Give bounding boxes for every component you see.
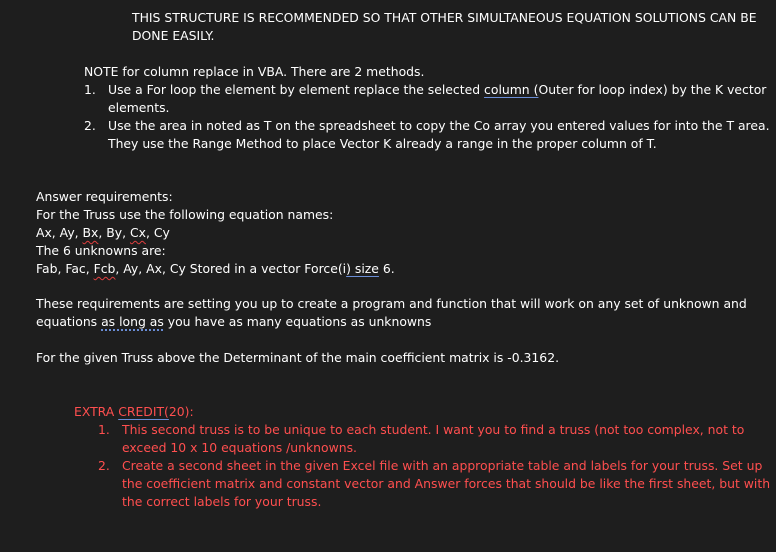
extra-credit-link: CREDIT( bbox=[118, 404, 169, 419]
requirements-line-1: These requirements are setting you up to create a program and function that will work on any set of unknown and bbox=[36, 296, 747, 311]
note-item-1-text bbox=[108, 81, 766, 117]
note-item-2-text bbox=[108, 117, 770, 153]
unknowns-post: 6. bbox=[378, 261, 395, 276]
extra-credit-title-post: 20): bbox=[168, 404, 194, 419]
note-item-2-line-1: Use the area in noted as T on the spreadsheet to copy the Co array you entered values for into the T area. bbox=[108, 118, 770, 133]
note-item-1 bbox=[84, 81, 767, 117]
note-item-1-line-1 bbox=[108, 81, 766, 99]
note-item-1-line-1-post: Outer for loop index) by the K vector bbox=[538, 82, 767, 97]
note-item-1-line-1-pre: Use a For loop the element by element replace the selected bbox=[108, 82, 485, 97]
extra-credit-section bbox=[74, 403, 771, 511]
note-item-2-line-2: They use the Range Method to place Vector K already a range in the proper column of T. bbox=[108, 136, 657, 151]
answer-section bbox=[36, 188, 766, 278]
equation-names bbox=[36, 224, 766, 242]
unknowns-pre: Fab, Fac, bbox=[36, 261, 94, 276]
header bbox=[132, 9, 757, 45]
requirements-line-2-post: you have as many equations as unknowns bbox=[163, 314, 432, 329]
extra-item-1-line-2: exceed 10 x 10 equations /unknowns. bbox=[122, 440, 357, 455]
header-line-1: THIS STRUCTURE IS RECOMMENDED SO THAT OTHER SIMULTANEOUS EQUATION SOLUTIONS CAN BE bbox=[132, 10, 757, 25]
unknowns-size-link: ) size bbox=[346, 261, 379, 276]
extra-item-2-line-1: Create a second sheet in the given Excel file with an appropriate table and labels for your truss. Set up bbox=[122, 458, 763, 473]
equation-names-pre: Ax, Ay, bbox=[36, 225, 83, 240]
extra-credit-title bbox=[74, 403, 764, 421]
extra-credit-title-pre: EXTRA bbox=[74, 404, 119, 419]
note-item-1-number: 1. bbox=[84, 82, 96, 97]
note-item-2 bbox=[84, 117, 770, 153]
header-line-2: DONE EASILY. bbox=[132, 28, 215, 43]
note-title: NOTE for column replace in VBA. There are 2 methods. bbox=[84, 64, 425, 79]
equation-name-bx: Bx bbox=[82, 225, 99, 240]
extra-item-2-line-2: the coefficient matrix and constant vector and Answer forces that should be like the first sheet, but with bbox=[122, 476, 771, 491]
determinant-line: For the given Truss above the Determinant of the main coefficient matrix is -0.3162. bbox=[36, 350, 560, 365]
unknowns-mid: , Ay, Ax, Cy Stored in a vector Force(i bbox=[115, 261, 347, 276]
extra-item-2-number: 2. bbox=[98, 458, 110, 473]
extra-item-1-line-1: This second truss is to be unique to each student. I want you to find a truss (not too complex, not to bbox=[122, 422, 745, 437]
requirements-line-2 bbox=[36, 313, 766, 331]
requirements-as-long-as: as long as bbox=[101, 314, 164, 329]
note-item-2-number: 2. bbox=[84, 118, 96, 133]
extra-item-2 bbox=[74, 457, 771, 511]
unknowns-list bbox=[36, 260, 766, 278]
extra-item-1 bbox=[74, 421, 764, 457]
unknowns-label: The 6 unknowns are: bbox=[36, 243, 166, 258]
unknown-fcb: Fcb bbox=[93, 261, 116, 276]
note-item-1-column-link: column ( bbox=[484, 82, 539, 97]
extra-item-1-text bbox=[122, 421, 744, 457]
equation-name-cx: Cx bbox=[129, 225, 146, 240]
note-item-1-line-2: elements. bbox=[108, 100, 170, 115]
extra-item-2-line-3: the correct labels for your truss. bbox=[122, 494, 322, 509]
equation-names-mid: , By, bbox=[98, 225, 130, 240]
answer-title: Answer requirements: bbox=[36, 189, 173, 204]
note-section bbox=[84, 63, 770, 153]
requirements-paragraph bbox=[36, 295, 766, 331]
determinant-paragraph bbox=[36, 349, 766, 367]
equation-names-post: , Cy bbox=[145, 225, 170, 240]
extra-item-1-number: 1. bbox=[98, 422, 110, 437]
extra-item-2-text bbox=[122, 457, 770, 511]
requirements-line-2-pre: equations bbox=[36, 314, 102, 329]
truss-names-label: For the Truss use the following equation names: bbox=[36, 207, 334, 222]
